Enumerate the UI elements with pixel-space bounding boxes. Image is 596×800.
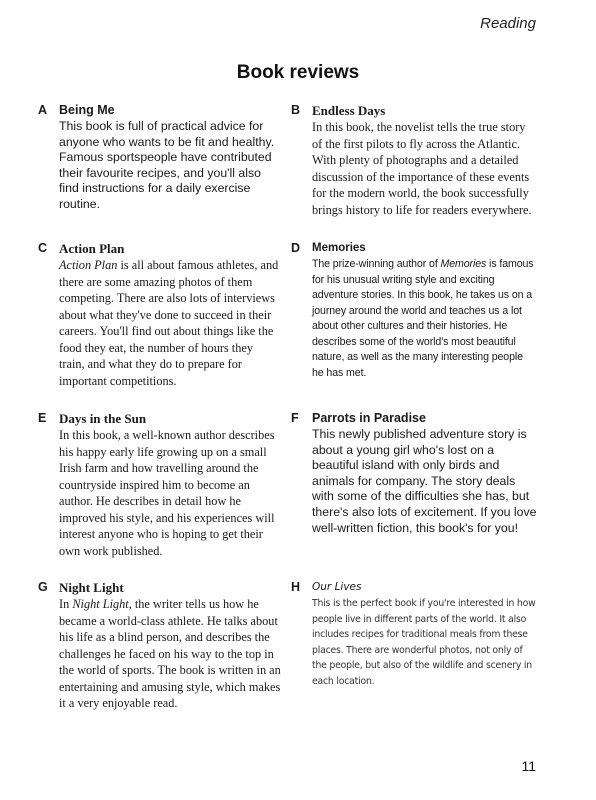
review-title: Endless Days	[312, 103, 386, 118]
review-body: In this book, the novelist tells the true story of the first pilots to fly across the Atlantic. With plenty of photographs and a detailed discussion of the importance of these events for the modern world, the book successfully brings history to life for readers everywhere.	[312, 120, 532, 217]
review-h	[291, 580, 537, 689]
review-title: Action Plan	[59, 241, 125, 256]
review-body	[59, 257, 279, 389]
review-body: In this book, a well-known author describes his happy early life growing up on a small Irish farm and how travelling around the countryside inspired him to become an author. He describes in detail how he improved his style, and his experiences will interest anyone who is hoping to get their own work published.	[59, 428, 275, 558]
page-number: 11	[521, 758, 536, 774]
review-title: Days in the Sun	[59, 411, 147, 426]
review-c	[38, 241, 279, 389]
review-body: This is the perfect book if you're interested in how people live in different parts of the world. It also includes recipes for traditional meals from these places. There are wonderful photos, not only of the people, but also of the wildlife and scenery in each location.	[312, 598, 536, 687]
review-letter: G	[38, 580, 48, 594]
review-body	[312, 257, 537, 381]
review-letter: E	[38, 411, 47, 425]
review-e	[38, 411, 281, 559]
review-letter: A	[38, 103, 48, 117]
review-b	[291, 103, 534, 218]
review-letter: D	[291, 241, 301, 255]
review-f	[291, 411, 540, 536]
review-letter: F	[291, 411, 299, 425]
review-letter: H	[291, 580, 301, 594]
review-body-pre: The prize-winning author of	[312, 258, 441, 270]
book-title-italic: Action Plan	[59, 258, 118, 272]
book-title-italic: Memories	[440, 258, 487, 270]
review-letter: C	[38, 241, 48, 255]
page-title: Book reviews	[236, 62, 360, 83]
review-body: This newly published adventure story is about a young girl who's lost on a beautiful island with only birds and animals for company. The story deals with some of the difficulties she has, but there's also lots of excitement. If you love well-written fiction, this book's for you!	[312, 427, 537, 535]
review-letter: B	[291, 103, 301, 117]
review-title: Memories	[312, 242, 366, 254]
review-body-text: , the writer tells us how he became a world-class athlete. He talks about his life as a blind person, and describes the challenges he faced on his way to the top in the world of sports. The book is written in an entertaining and amusing style, which makes it a very enjoyable read.	[59, 597, 281, 710]
review-d	[291, 241, 537, 381]
review-body-text: is famous for his unusual writing style and exciting adventure stories. In this book, he takes us on a journey around the world and teaches us a lot about other cultures and their histories. He describes some of the world's most beautiful nature, as well as the many interesting people he has met.	[312, 258, 534, 379]
review-body-text: is all about famous athletes, and there are some amazing photos of them competing. There are also lots of interviews about what they've done to succeed in their careers. You'll find out about things like the food they eat, the number of hours they train, and what they do to prepare for important competitions.	[59, 258, 279, 388]
review-body: This book is full of practical advice for anyone who wants to be fit and healthy. Famous sportspeople have contributed their favourite recipes, and you'll also find instructions for a daily exercise routine.	[59, 119, 275, 211]
book-title-italic: Night Light	[72, 597, 129, 611]
review-body	[59, 596, 281, 712]
review-title: Parrots in Paradise	[312, 411, 426, 425]
review-body-pre: In	[59, 597, 73, 611]
section-label: Reading	[480, 15, 536, 32]
review-a	[38, 103, 284, 213]
review-title: Being Me	[59, 103, 115, 117]
review-title: Night Light	[59, 580, 124, 595]
review-title: Our Lives	[312, 581, 362, 593]
review-g	[38, 580, 281, 712]
